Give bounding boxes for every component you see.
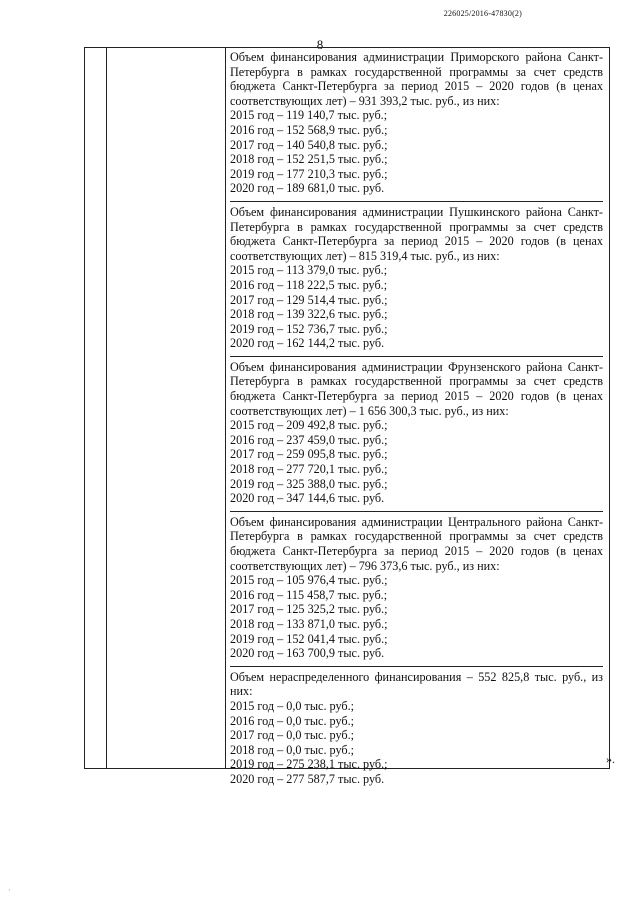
year-line: 2020 год – 189 681,0 тыс. руб. [230,181,385,196]
year-line: 2016 год – 118 222,5 тыс. руб.; [230,277,388,292]
table-border-right [609,48,610,768]
document-id: 226025/2016-47830(2) [443,9,522,18]
year-line: 2018 год – 139 322,6 тыс. руб.; [230,307,388,322]
block-intro: Объем финансирования администрации Пушкинского района Санкт-Петербурга в рамках государственной программы за счет средств бюджета Санкт-Петербурга за период 2015 – 2020 годов (в ценах соответствующих лет) – 815 319,4 тыс. руб., из них: [230,204,603,263]
year-line: 2019 год – 152 041,4 тыс. руб.; [230,631,388,646]
table-border-left [84,48,85,768]
block-intro: Объем финансирования администрации Приморского района Санкт-Петербурга в рамках государственной программы за счет средств бюджета Санкт-Петербурга за период 2015 – 2020 годов (в ценах соответствующих лет) – 931 393,2 тыс. руб., из них: [230,50,603,108]
year-line: 2018 год – 277 720,1 тыс. руб.; [230,462,388,477]
financing-table [84,47,610,786]
year-line: 2017 год – 125 325,2 тыс. руб.; [230,602,388,617]
year-line: 2017 год – 259 095,8 тыс. руб.; [230,447,388,462]
year-line: 2020 год – 163 700,9 тыс. руб. [230,646,385,661]
financing-content-cell [230,50,603,792]
year-line: 2015 год – 119 140,7 тыс. руб.; [230,108,388,123]
year-line: 2018 год – 133 871,0 тыс. руб.; [230,616,388,631]
table-column-divider-2 [225,48,226,768]
year-line: 2019 год – 275 238,1 тыс. руб.; [230,757,388,772]
year-line: 2020 год – 162 144,2 тыс. руб. [230,336,385,351]
year-line: 2015 год – 113 379,0 тыс. руб.; [230,263,388,278]
year-line: 2015 год – 0,0 тыс. руб.; [230,698,355,713]
year-line: 2015 год – 209 492,8 тыс. руб.; [230,418,388,433]
page-number: 8 [316,37,324,52]
year-line: 2017 год – 140 540,8 тыс. руб.; [230,137,388,152]
year-line: 2016 год – 152 568,9 тыс. руб.; [230,122,388,137]
scan-mark: · [8,886,11,895]
year-line: 2016 год – 237 459,0 тыс. руб.; [230,432,388,447]
financing-block-pushkinsky [230,205,603,357]
year-line: 2018 год – 0,0 тыс. руб.; [230,742,355,757]
block-intro: Объем финансирования администрации Центрального района Санкт-Петербурга в рамках государственной программы за счет средств бюджета Санкт-Петербурга за период 2015 – 2020 годов (в ценах соответствующих лет) – 796 373,6 тыс. руб., из них: [230,514,603,573]
year-line: 2016 год – 115 458,7 тыс. руб.; [230,587,388,602]
year-line: 2016 год – 0,0 тыс. руб.; [230,713,355,728]
year-line: 2017 год – 129 514,4 тыс. руб.; [230,292,388,307]
year-line: 2020 год – 277 587,7 тыс. руб. [230,771,385,786]
financing-block-primorsky [230,50,603,202]
year-line: 2018 год – 152 251,5 тыс. руб.; [230,152,388,167]
financing-block-undistributed [230,670,603,792]
block-intro: Объем нераспределенного финансирования – 552 825,8 тыс. руб., из них: [230,669,603,699]
block-intro: Объем финансирования администрации Фрунзенского района Санкт-Петербурга в рамках государственной программы за счет средств бюджета Санкт-Петербурга за период 2015 – 2020 годов (в ценах соответствующих лет) – 1 656 300,3 тыс. руб., из них: [230,359,603,418]
financing-block-centralny [230,515,603,667]
year-line: 2017 год – 0,0 тыс. руб.; [230,728,355,743]
year-line: 2019 год – 325 388,0 тыс. руб.; [230,476,388,491]
year-line: 2019 год – 177 210,3 тыс. руб.; [230,166,388,181]
closing-quote: ». [606,752,615,766]
year-line: 2019 год – 152 736,7 тыс. руб.; [230,321,388,336]
table-column-divider-1 [106,48,107,768]
year-line: 2020 год – 347 144,6 тыс. руб. [230,491,385,506]
year-line: 2015 год – 105 976,4 тыс. руб.; [230,573,388,588]
financing-block-frunzensky [230,360,603,512]
